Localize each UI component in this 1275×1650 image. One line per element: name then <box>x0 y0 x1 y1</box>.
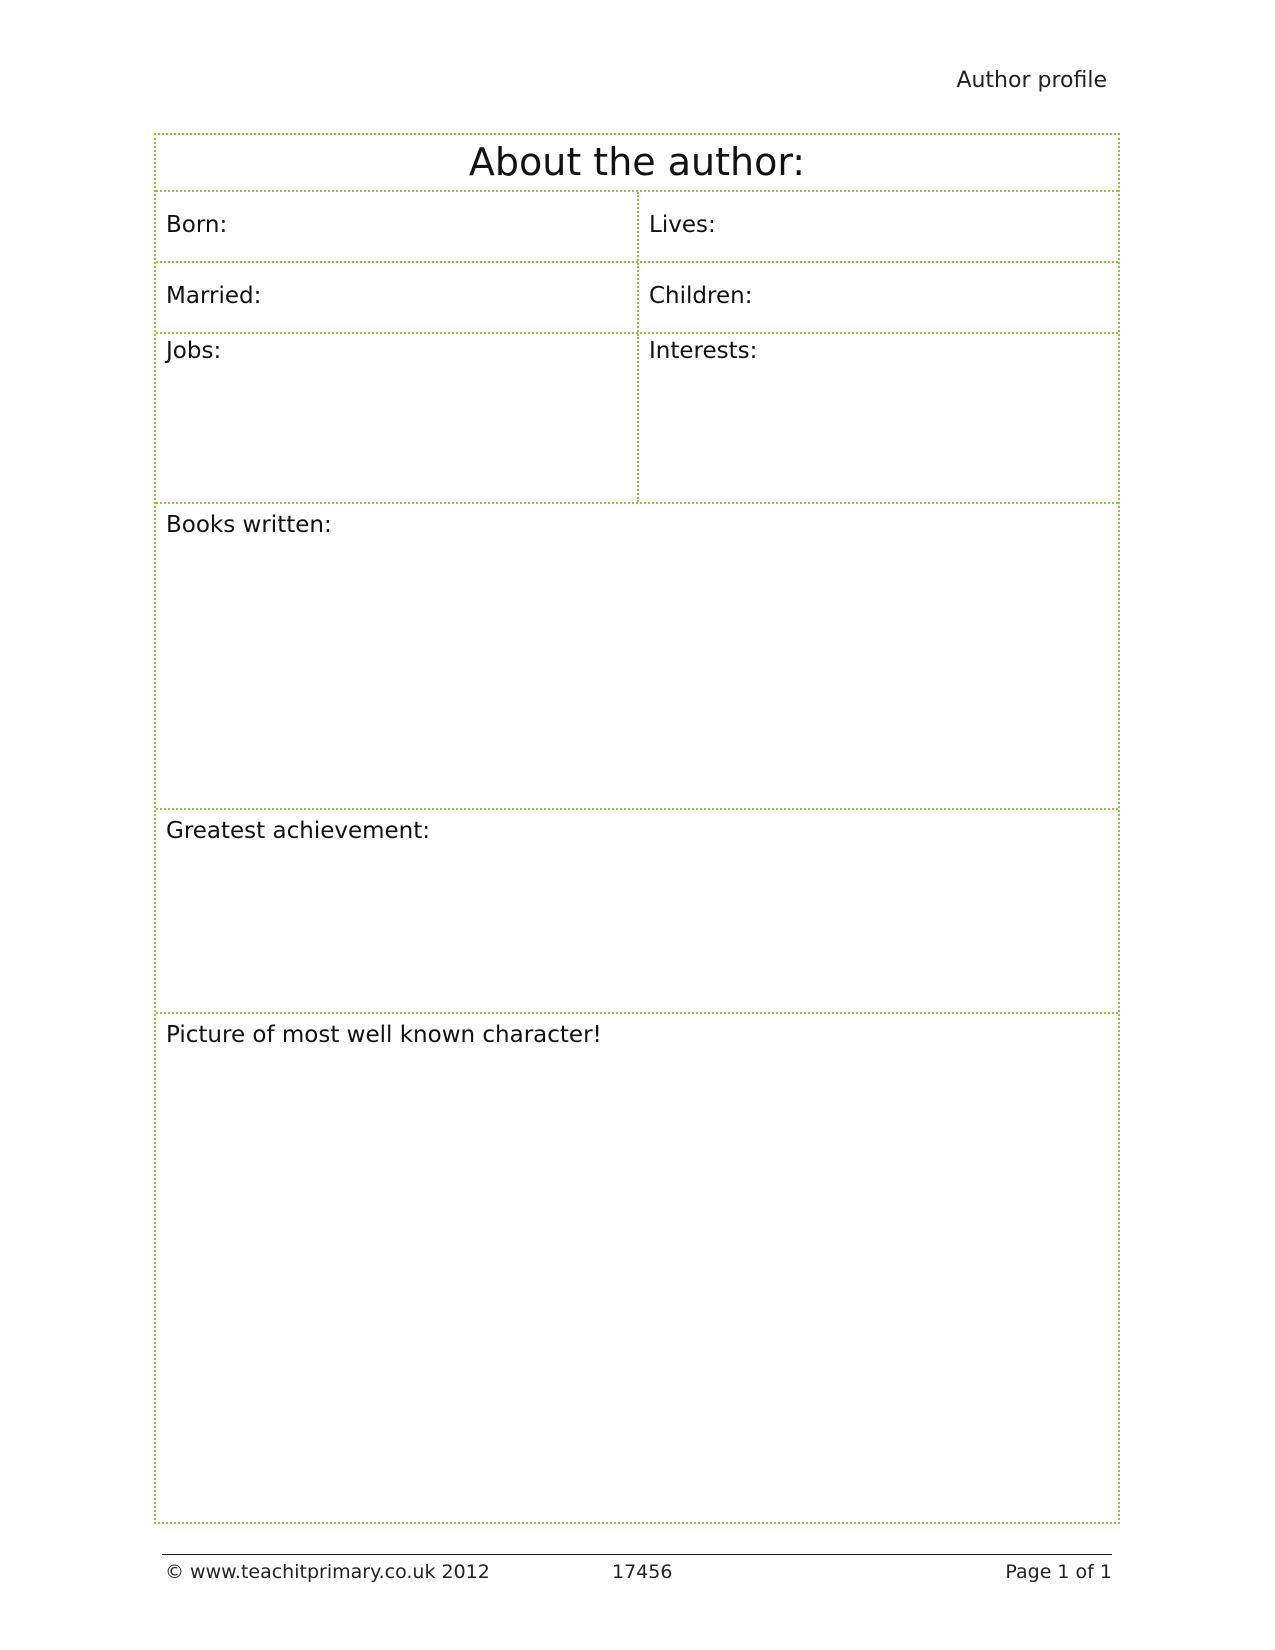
footer-copyright: © www.teachitprimary.co.uk 2012 <box>165 1561 490 1583</box>
children-field[interactable] <box>639 263 1120 332</box>
document-header-label: Author profile <box>956 68 1107 93</box>
sheet-title: About the author: <box>468 140 806 184</box>
character-picture-field[interactable] <box>156 1014 1118 1522</box>
born-field[interactable] <box>156 192 639 261</box>
born-label: Born: <box>166 212 228 238</box>
books-written-field[interactable] <box>156 504 1118 810</box>
jobs-interests-row <box>156 334 1118 504</box>
interests-label: Interests: <box>649 338 758 364</box>
lives-field[interactable] <box>639 192 1120 261</box>
lives-label: Lives: <box>649 212 716 238</box>
married-field[interactable] <box>156 263 639 332</box>
title-row <box>156 135 1118 192</box>
footer-page-number: Page 1 of 1 <box>1005 1561 1112 1583</box>
footer-divider <box>162 1554 1112 1555</box>
footer-resource-id: 17456 <box>612 1561 673 1583</box>
jobs-label: Jobs: <box>166 338 222 364</box>
married-children-row <box>156 263 1118 334</box>
author-profile-sheet <box>154 133 1120 1524</box>
jobs-field[interactable] <box>156 334 639 502</box>
character-picture-label: Picture of most well known character! <box>166 1022 602 1048</box>
born-lives-row <box>156 192 1118 263</box>
interests-field[interactable] <box>639 334 1120 502</box>
books-written-label: Books written: <box>166 512 332 538</box>
children-label: Children: <box>649 283 753 309</box>
married-label: Married: <box>166 283 262 309</box>
greatest-achievement-field[interactable] <box>156 810 1118 1014</box>
greatest-achievement-label: Greatest achievement: <box>166 818 431 844</box>
